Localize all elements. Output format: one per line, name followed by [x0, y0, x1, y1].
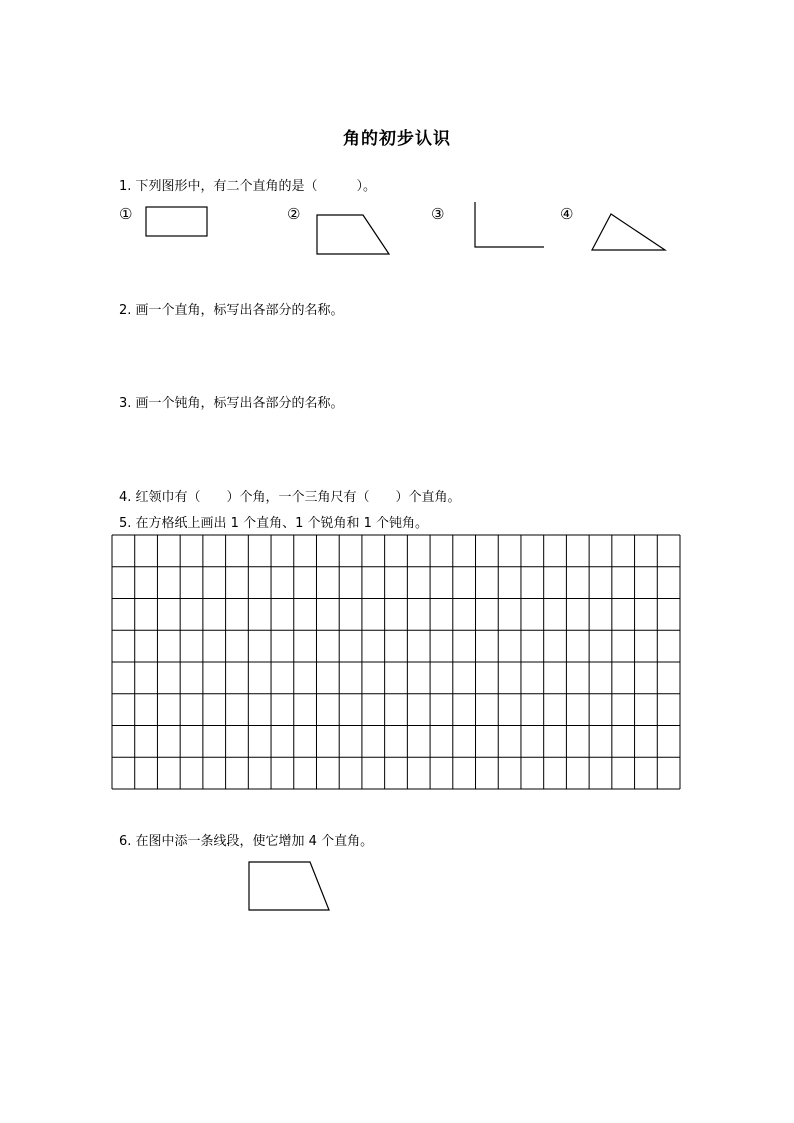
- page-title: 角的初步认识: [343, 129, 451, 149]
- question-1: 1. 下列图形中，有二个直角的是（ ）。: [119, 179, 377, 194]
- question-4: 4. 红领巾有（ ）个角，一个三角尺有（ ）个直角。: [119, 490, 461, 505]
- rectangle-figure: [146, 207, 207, 236]
- option-4-label: ④: [560, 205, 574, 223]
- question-2: 2. 画一个直角，标写出各部分的名称。: [119, 303, 344, 318]
- question-5: 5. 在方格纸上画出 1 个直角、1 个锐角和 1 个钝角。: [119, 516, 429, 531]
- option-1-label: ①: [119, 205, 133, 223]
- triangle-figure: [592, 214, 665, 250]
- square-grid[interactable]: [112, 535, 680, 789]
- option-2-label: ②: [287, 205, 301, 223]
- right-angle-figure: [475, 202, 544, 247]
- trapezoid-figure: [317, 215, 389, 254]
- option-3-label: ③: [431, 205, 445, 223]
- question-6: 6. 在图中添一条线段，使它增加 4 个直角。: [119, 834, 374, 849]
- question-3: 3. 画一个钝角，标写出各部分的名称。: [119, 396, 344, 411]
- right-trapezoid-figure: [249, 862, 329, 910]
